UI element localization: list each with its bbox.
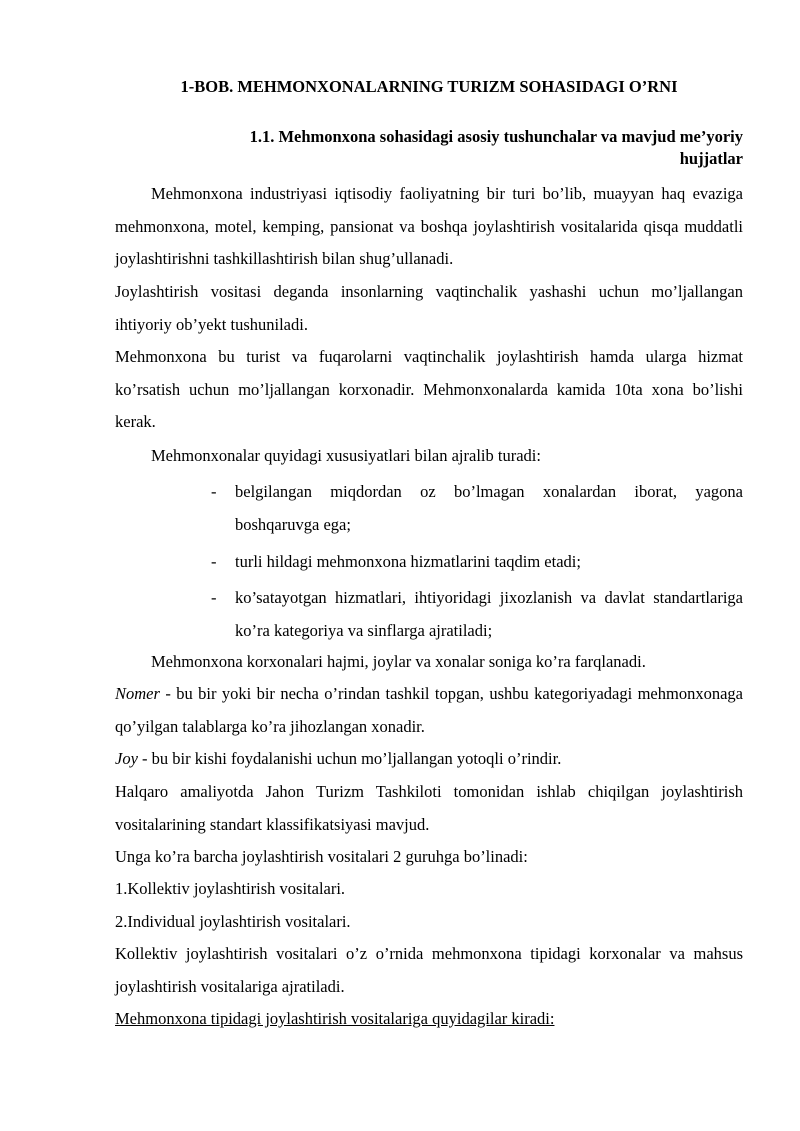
term-joy: Joy bbox=[115, 749, 138, 768]
section-title bbox=[115, 126, 743, 170]
paragraph-hotel-industry: Mehmonxona industriyasi iqtisodiy faoliyatning bir turi bo’lib, muayyan haq evaziga mehmonxona, motel, kemping, pansionat va boshqa joylashtirish vositalarida qisqa muddatli joylashtirishni tashkillashtirish bilan shug’ullanadi. bbox=[115, 184, 743, 268]
list-marker: - bbox=[211, 482, 217, 501]
paragraph-wto-classification: Halqaro amaliyotda Jahon Turizm Tashkiloti tomonidan ishlab chiqilgan joylashtirish vositalarining standart klassifikatsiyasi mavjud. bbox=[115, 782, 743, 834]
paragraph-accommodation-definition: Joylashtirish vositasi deganda insonlarning vaqtinchalik yashashi uchun mo’ljallangan ihtiyoriy ob’yekt tushuniladi. bbox=[115, 282, 743, 334]
paragraph-joy-definition bbox=[115, 743, 743, 776]
paragraph-two-groups: Unga ko’ra barcha joylashtirish vositalari 2 guruhga bo’linadi: bbox=[115, 847, 528, 866]
paragraph-collective-division: Kollektiv joylashtirish vositalari o’z o’rnida mehmonxona tipidagi korxonalar va mahsus joylashtirish vositalariga ajratiladi. bbox=[115, 944, 743, 996]
paragraph-nomer-definition bbox=[115, 678, 743, 743]
term-nomer: Nomer bbox=[115, 684, 160, 703]
paragraph-hotel-definition: Mehmonxona bu turist va fuqarolarni vaqtinchalik joylashtirish hamda ularga hizmat ko’rsatish uchun mo’ljallangan korxonadir. Mehmonxonalarda kamida 10ta xona bo’lishi kerak. bbox=[115, 347, 743, 431]
list-item bbox=[115, 546, 743, 579]
section-title-line-1: 1.1. Mehmonxona sohasidagi asosiy tushunchalar va mavjud me’yoriy bbox=[249, 127, 743, 146]
list-marker: - bbox=[211, 588, 217, 607]
term-nomer-definition: - bu bir yoki bir necha o’rindan tashkil topgan, ushbu kategoriyadagi mehmonxonaga qo’yilgan talablarga ko’ra jihozlangan xonadir. bbox=[115, 684, 743, 736]
section-title-line-2: hujjatlar bbox=[679, 149, 743, 168]
list-item bbox=[115, 582, 743, 647]
list-item-text: belgilangan miqdordan oz bo’lmagan xonalardan iborat, yagona boshqaruvga ega; bbox=[235, 482, 743, 534]
paragraph-collective-means: 1.Kollektiv joylashtirish vositalari. bbox=[115, 879, 346, 898]
paragraph-hotel-type-means: Mehmonxona tipidagi joylashtirish vositalariga quyidagilar kiradi: bbox=[115, 1009, 555, 1028]
term-joy-definition: - bu bir kishi foydalanishi uchun mo’ljallangan yotoqli o’rindir. bbox=[137, 749, 562, 768]
paragraph-individual-means: 2.Individual joylashtirish vositalari. bbox=[115, 912, 351, 931]
list-item-text: ko’satayotgan hizmatlari, ihtiyoridagi jixozlanish va davlat standartlariga ko’ra kategoriya va sinflarga ajratiladi; bbox=[235, 588, 743, 640]
list-marker: - bbox=[211, 552, 217, 571]
chapter-title: 1-BOB. MEHMONXONALARNING TURIZM SOHASIDAGI O’RNI bbox=[180, 77, 678, 96]
list-item-text: turli hildagi mehmonxona hizmatlarini taqdim etadi; bbox=[235, 552, 581, 571]
list-item bbox=[115, 476, 743, 541]
paragraph-hotel-size: Mehmonxona korxonalari hajmi, joylar va xonalar soniga ko’ra farqlanadi. bbox=[151, 652, 646, 671]
paragraph-features-intro: Mehmonxonalar quyidagi xususiyatlari bilan ajralib turadi: bbox=[151, 446, 541, 465]
